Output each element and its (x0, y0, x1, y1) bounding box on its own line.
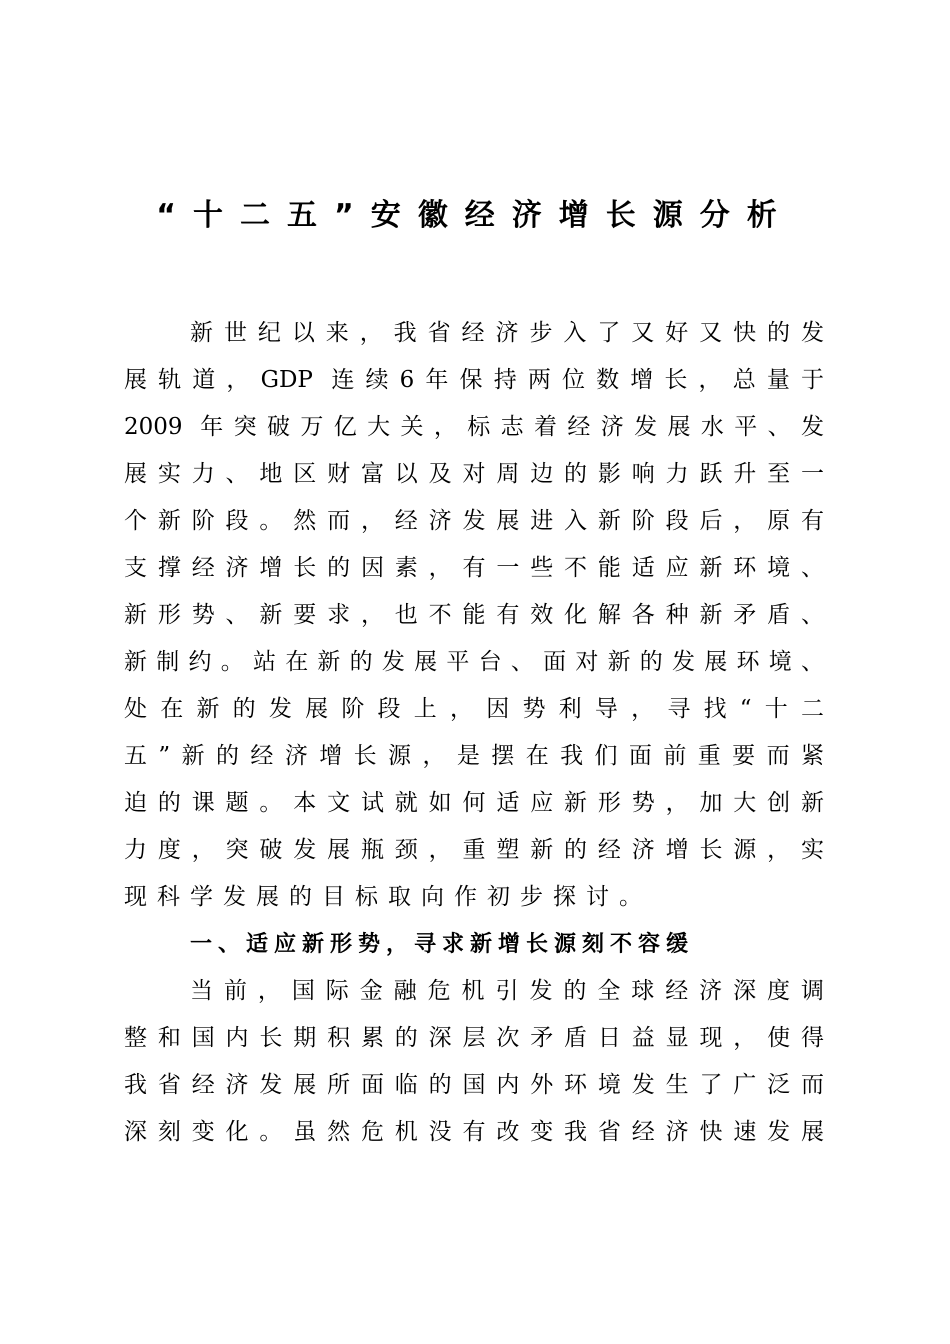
paragraph-line: 深刻变化。虽然危机没有改变我省经济快速发展 (124, 1119, 824, 1145)
paragraph-line: 现科学发展的目标取向作初步探讨。 (124, 884, 652, 910)
paragraph-line: 新世纪以来，我省经济步入了又好又快的发 (190, 320, 824, 346)
paragraph-line: 我省经济发展所面临的国内外环境发生了广泛而 (124, 1072, 824, 1098)
paragraph-line: 展轨道，GDP 连续6年保持两位数增长，总量于 (124, 367, 824, 393)
paragraph-line: 新制约。站在新的发展平台、面对新的发展环境、 (124, 649, 824, 675)
paragraph-line: 迫的课题。本文试就如何适应新形势，加大创新 (124, 790, 824, 816)
paragraph-line: 当前，国际金融危机引发的全球经济深度调 (190, 978, 824, 1004)
section-heading: 一、适应新形势，寻求新增长源刻不容缓 (190, 932, 695, 957)
body-text (124, 310, 824, 1156)
paragraph-line: 处在新的发展阶段上，因势利导，寻找“十二 (124, 696, 824, 722)
paragraph-line: 五”新的经济增长源，是摆在我们面前重要而紧 (124, 743, 824, 769)
paragraph-line: 支撑经济增长的因素，有一些不能适应新环境、 (124, 555, 824, 581)
paragraph-line: 展实力、地区财富以及对周边的影响力跃升至一 (124, 461, 824, 487)
paragraph-line: 新形势、新要求，也不能有效化解各种新矛盾、 (124, 602, 824, 628)
paragraph-line: 力度，突破发展瓶颈，重塑新的经济增长源，实 (124, 837, 824, 863)
document-title: “十二五”安徽经济增长源分析 (156, 198, 794, 233)
paragraph-line: 个新阶段。然而，经济发展进入新阶段后，原有 (124, 508, 824, 534)
paragraph-line: 2009 年突破万亿大关，标志着经济发展水平、发 (124, 414, 824, 440)
paragraph-line: 整和国内长期积累的深层次矛盾日益显现，使得 (124, 1025, 824, 1051)
